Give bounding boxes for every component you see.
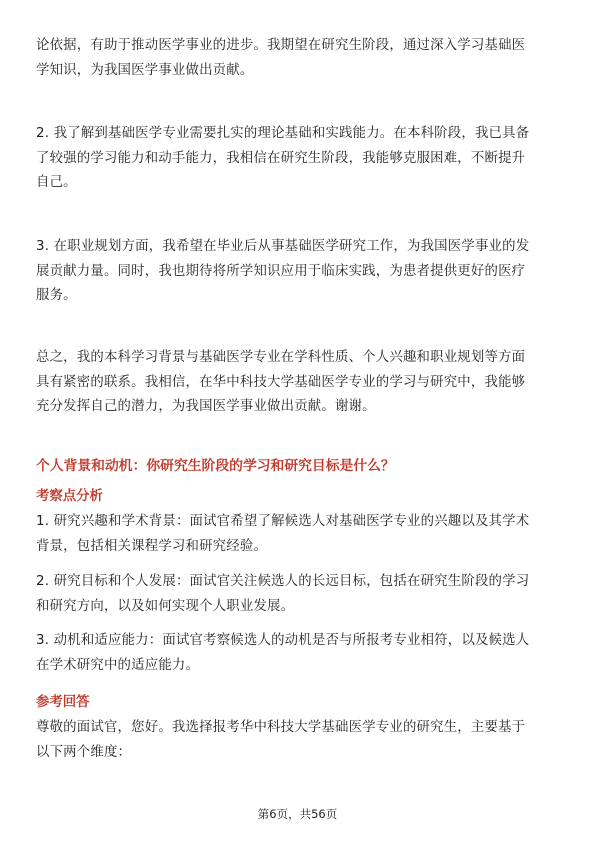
paragraph-point-2: 2. 我了解到基础医学专业需要扎实的理论基础和实践能力。在本科阶段，我已具备 了较强的学习能力和动手能力，我相信在研究生阶段，我能够克服困难，不断提升 自己。 xyxy=(36,126,530,190)
page-footer: 第6页，共56页 xyxy=(257,807,338,821)
answer-heading: 参考回答 xyxy=(36,695,90,710)
question-title: 个人背景和动机：你研究生阶段的学习和研究目标是什么？ xyxy=(36,458,395,474)
analysis-point-2: 2. 研究目标和个人发展：面试官关注候选人的长远目标，包括在研究生阶段的学习 和研究方向，以及如何实现个人职业发展。 xyxy=(36,574,530,614)
analysis-point-1: 1. 研究兴趣和学术背景：面试官希望了解候选人对基础医学专业的兴趣以及其学术 背景，包括相关课程学习和研究经验。 xyxy=(36,514,530,554)
analysis-point-3: 3. 动机和适应能力：面试官考察候选人的动机是否与所报考专业相符，以及候选人 在学术研究中的适应能力。 xyxy=(36,633,530,673)
paragraph-point-3: 3. 在职业规划方面，我希望在毕业后从事基础医学研究工作，为我国医学事业的发 展贡献力量。同时，我也期待将所学知识应用于临床实践，为患者提供更好的医疗 服务。 xyxy=(36,239,530,303)
answer-text: 尊敬的面试官，您好。我选择报考华中科技大学基础医学专业的研究生，主要基于 以下两个维度： xyxy=(36,720,526,760)
paragraph-conclusion: 总之，我的本科学习背景与基础医学专业在学科性质、个人兴趣和职业规划等方面 具有紧密的联系。我相信，在华中科技大学基础医学专业的学习与研究中，我能够 充分发挥自己的潜力，为我国医学事业做出贡献。谢谢。 xyxy=(36,350,526,414)
paragraph-theory-basis: 论依据，有助于推动医学事业的进步。我期望在研究生阶段，通过深入学习基础医 学知识，为我国医学事业做出贡献。 xyxy=(36,38,526,78)
analysis-heading: 考察点分析 xyxy=(36,489,103,504)
